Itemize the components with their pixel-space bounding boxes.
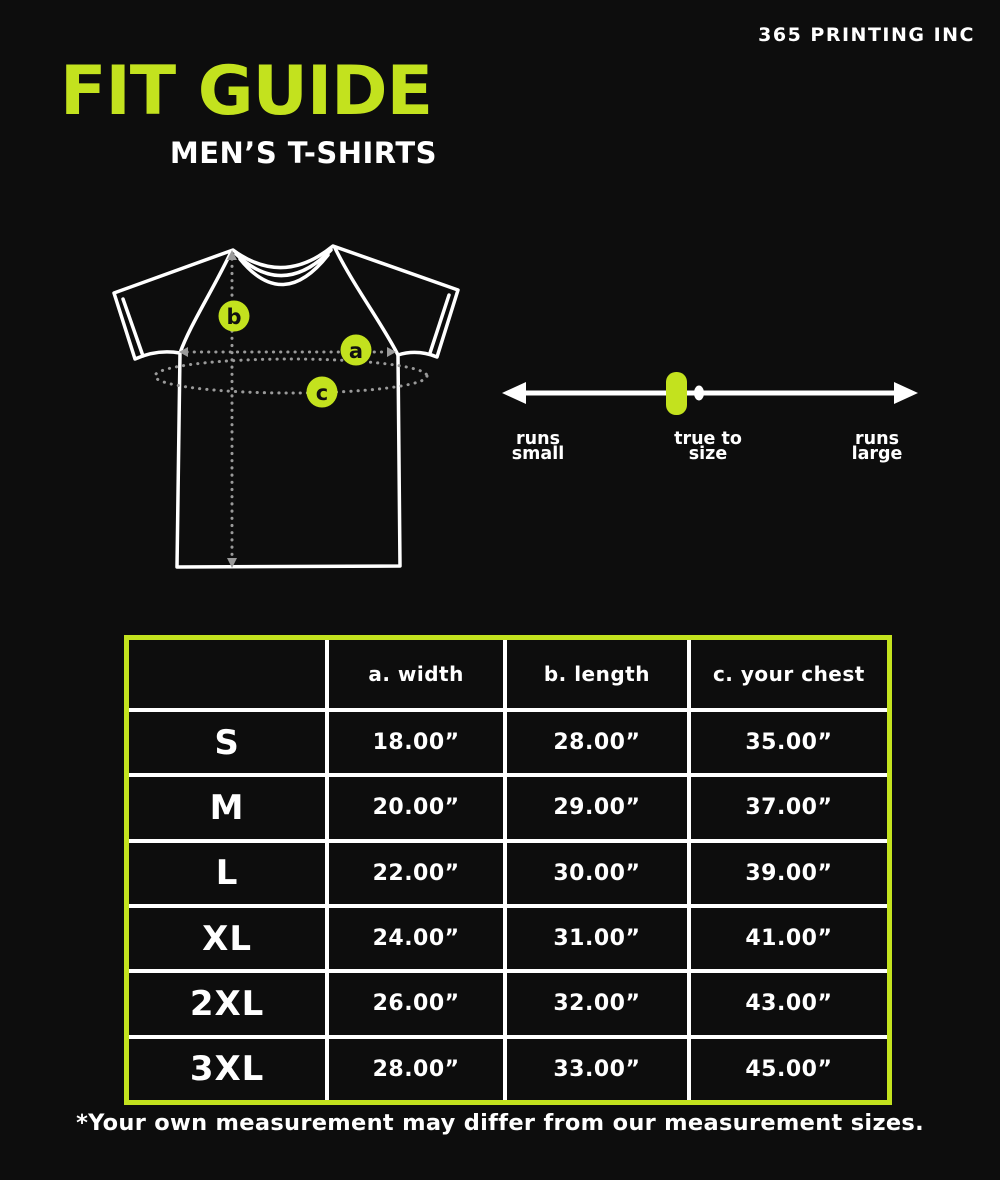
size-chart-table [124, 635, 892, 1105]
row-l-size: L [129, 843, 325, 904]
row-s-size: S [129, 712, 325, 773]
page-subtitle: MEN’S T-SHIRTS [169, 136, 437, 170]
row-2xl-width: 26.00” [329, 973, 503, 1034]
row-2xl-length: 32.00” [507, 973, 687, 1034]
chest-marker-letter: c [315, 381, 329, 405]
row-m-size: M [129, 777, 325, 838]
chest-measure-ellipse [155, 359, 427, 393]
tshirt-measurement-diagram [95, 235, 485, 585]
scale-arrow-right [894, 382, 918, 404]
row-xl-chest: 41.00” [691, 908, 887, 969]
scale-dot [694, 386, 704, 401]
header-cell-chest: c. your chest [691, 640, 887, 708]
row-xl-size: XL [129, 908, 325, 969]
width-marker-letter: a [348, 339, 364, 363]
brand-text: 365 PRINTING INC [758, 24, 975, 46]
true-to-size-indicator [666, 372, 687, 415]
row-3xl-length: 33.00” [507, 1039, 687, 1100]
row-m-chest: 37.00” [691, 777, 887, 838]
row-xl-width: 24.00” [329, 908, 503, 969]
row-3xl-width: 28.00” [329, 1039, 503, 1100]
row-s-width: 18.00” [329, 712, 503, 773]
measurement-disclaimer: *Your own measurement may differ from our measurement sizes. [76, 1110, 924, 1136]
true-to-size-label: true to size [674, 429, 742, 464]
fit-scale [500, 355, 920, 475]
header-cell-length: b. length [507, 640, 687, 708]
length-marker-letter: b [226, 305, 242, 329]
page-title: FIT GUIDE [60, 52, 433, 131]
scale-arrow-left [502, 382, 526, 404]
row-l-length: 30.00” [507, 843, 687, 904]
row-3xl-size: 3XL [129, 1039, 325, 1100]
runs-small-label: runs small [511, 429, 565, 464]
runs-large-label: runs large [851, 429, 903, 464]
header-cell-width: a. width [329, 640, 503, 708]
row-l-chest: 39.00” [691, 843, 887, 904]
row-l-width: 22.00” [329, 843, 503, 904]
row-3xl-chest: 45.00” [691, 1039, 887, 1100]
row-xl-length: 31.00” [507, 908, 687, 969]
row-2xl-size: 2XL [129, 973, 325, 1034]
row-s-chest: 35.00” [691, 712, 887, 773]
row-2xl-chest: 43.00” [691, 973, 887, 1034]
tshirt-outline [114, 246, 458, 567]
row-s-length: 28.00” [507, 712, 687, 773]
row-m-width: 20.00” [329, 777, 503, 838]
header-cell-empty [129, 640, 325, 708]
row-m-length: 29.00” [507, 777, 687, 838]
